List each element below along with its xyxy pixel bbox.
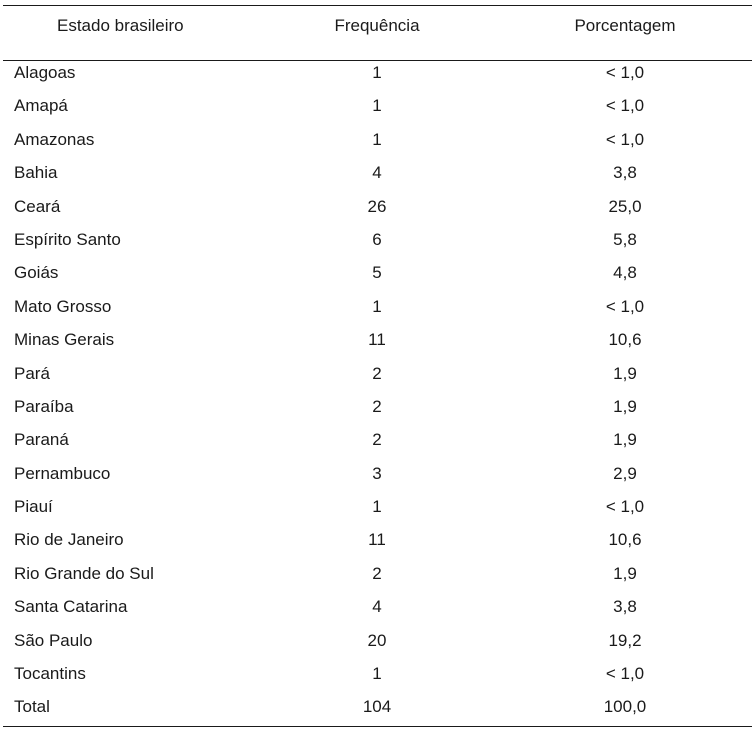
frequency-cell: 20 (367, 630, 387, 650)
state-cell: Rio Grande do Sul (14, 563, 154, 583)
percentage-cell: 10,6 (608, 330, 642, 350)
frequency-cell: 1 (372, 296, 382, 316)
percentage-cell: 1,9 (613, 396, 637, 416)
state-cell: Piauí (14, 497, 53, 517)
percentage-cell: < 1,0 (605, 296, 645, 316)
table-row (0, 290, 755, 323)
state-cell: Espírito Santo (14, 229, 121, 249)
state-cell: Goiás (14, 263, 59, 283)
state-cell: Amapá (14, 96, 68, 116)
frequency-cell: 4 (372, 597, 382, 617)
frequency-cell: 6 (372, 229, 382, 249)
table-header-row (0, 16, 755, 38)
table-row (0, 56, 755, 89)
frequency-cell: 4 (372, 163, 382, 183)
percentage-cell: 4,8 (613, 263, 637, 283)
table-row (0, 490, 755, 523)
table-total-row (0, 690, 755, 723)
percentage-cell: 2,9 (613, 463, 637, 483)
header-frequency: Frequência (334, 16, 420, 35)
percentage-cell: 3,8 (613, 597, 637, 617)
percentage-cell: 1,9 (613, 363, 637, 383)
percentage-cell: 3,8 (613, 163, 637, 183)
frequency-cell: 2 (372, 563, 382, 583)
state-cell: Mato Grosso (14, 296, 112, 316)
table-body (0, 56, 755, 724)
table-row (0, 156, 755, 189)
state-cell: Paraíba (14, 396, 74, 416)
percentage-cell: < 1,0 (605, 63, 645, 82)
header-percentage: Porcentagem (574, 16, 676, 35)
percentage-cell: 1,9 (613, 563, 637, 583)
percentage-cell: < 1,0 (605, 497, 645, 517)
frequency-cell: 104 (362, 697, 392, 717)
state-cell: Bahia (14, 163, 58, 183)
table-row (0, 190, 755, 223)
table-row (0, 624, 755, 657)
state-cell: São Paulo (14, 630, 93, 650)
percentage-cell: < 1,0 (605, 664, 645, 684)
frequency-cell: 1 (372, 96, 382, 116)
percentage-cell: 5,8 (613, 229, 637, 249)
percentage-cell: 100,0 (603, 697, 647, 717)
table-row (0, 423, 755, 456)
frequency-cell: 1 (372, 63, 382, 82)
frequency-cell: 1 (372, 129, 382, 149)
table-row (0, 657, 755, 690)
percentage-cell: 25,0 (608, 196, 642, 216)
frequency-cell: 2 (372, 430, 382, 450)
table-row (0, 123, 755, 156)
table-row (0, 357, 755, 390)
frequency-cell: 11 (368, 530, 386, 550)
header-state: Estado brasileiro (57, 16, 184, 35)
state-cell: Pará (14, 363, 50, 383)
frequency-cell: 2 (372, 363, 382, 383)
percentage-cell: 10,6 (608, 530, 642, 550)
frequency-cell: 1 (372, 664, 382, 684)
state-cell: Amazonas (14, 129, 95, 149)
state-cell: Minas Gerais (14, 330, 115, 350)
frequency-cell: 26 (367, 196, 387, 216)
frequency-cell: 1 (372, 497, 382, 517)
frequency-cell: 11 (368, 330, 386, 350)
state-cell: Alagoas (14, 63, 76, 82)
table-row (0, 223, 755, 256)
state-cell: Pernambuco (14, 463, 111, 483)
table-row (0, 390, 755, 423)
percentage-cell: < 1,0 (605, 129, 645, 149)
table-row (0, 323, 755, 356)
frequency-cell: 2 (372, 396, 382, 416)
percentage-cell: 1,9 (613, 430, 637, 450)
table-row (0, 256, 755, 289)
state-cell: Rio de Janeiro (14, 530, 124, 550)
table-row (0, 457, 755, 490)
table-row (0, 89, 755, 122)
state-cell: Ceará (14, 196, 61, 216)
frequency-cell: 3 (372, 463, 382, 483)
percentage-cell: < 1,0 (605, 96, 645, 116)
state-cell: Tocantins (14, 664, 86, 684)
state-cell: Santa Catarina (14, 597, 128, 617)
table-row (0, 523, 755, 556)
state-cell: Total (14, 697, 50, 717)
table-bottom-rule (3, 726, 752, 727)
frequency-cell: 5 (372, 263, 382, 283)
table-row (0, 557, 755, 590)
percentage-cell: 19,2 (608, 630, 642, 650)
state-cell: Paraná (14, 430, 69, 450)
table-top-rule (3, 5, 752, 6)
table-row (0, 590, 755, 623)
